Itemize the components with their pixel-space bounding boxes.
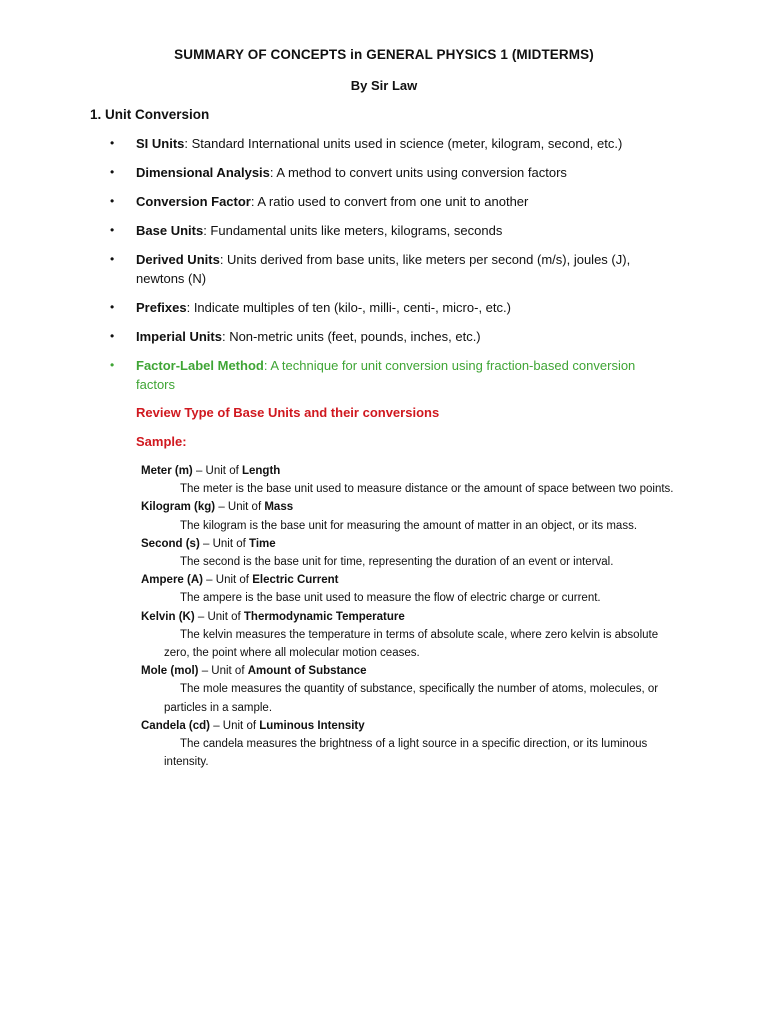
bullet-marker: •: [110, 194, 115, 208]
section-heading-unit-conversion: 1. Unit Conversion: [90, 107, 210, 122]
bullet-definition: : A technique for unit conversion using fraction-based conversion factors: [136, 358, 636, 392]
document-title: SUMMARY OF CONCEPTS in GENERAL PHYSICS 1 (MIDTERMS): [174, 47, 594, 62]
unit-name: Candela (cd): [141, 719, 211, 732]
bullet-derived-units: [0, 250, 768, 288]
unit-item-kilogram: [0, 498, 768, 534]
unit-item-kelvin: [0, 608, 768, 663]
unit-description: The mole measures the quantity of substance, specifically the number of atoms, molecules, or particles in a sample.: [164, 683, 659, 714]
bullet-dimensional-analysis: [0, 163, 768, 182]
bullet-conversion-factor: [0, 192, 768, 211]
bullet-definition: : A method to convert units using conversion factors: [269, 165, 567, 180]
unit-name: Kelvin (K): [141, 610, 195, 623]
review-heading: Review Type of Base Units and their conversions: [136, 405, 440, 420]
bullet-definition: : Non-metric units (feet, pounds, inches, etc.): [221, 329, 481, 344]
unit-name: Meter (m): [141, 465, 193, 477]
unit-name: Mole (mol): [141, 665, 199, 678]
unit-quantity: Amount of Substance: [247, 665, 367, 678]
unit-quantity: Length: [241, 465, 281, 477]
unit-of-label: – Unit of: [215, 501, 265, 514]
bullet-term: Dimensional Analysis: [136, 165, 270, 180]
bullet-si-units: [0, 134, 768, 153]
unit-item-candela: [0, 717, 768, 772]
bullet-definition: : A ratio used to convert from one unit to another: [250, 194, 529, 209]
unit-item-ampere: [0, 571, 768, 607]
unit-description: The candela measures the brightness of a light source in a specific direction, or its luminous intensity.: [164, 738, 648, 769]
unit-name: Ampere (A): [141, 574, 203, 587]
sample-heading: Sample:: [136, 434, 187, 449]
unit-item-mole: [0, 662, 768, 717]
bullet-marker: •: [110, 223, 115, 237]
bullet-definition: : Units derived from base units, like meters per second (m/s), joules (J), newtons (N): [136, 252, 631, 286]
document-author: By Sir Law: [350, 78, 418, 93]
unit-quantity: Mass: [264, 501, 294, 514]
bullet-factor-label-method: [0, 356, 768, 394]
bullet-term: Imperial Units: [136, 329, 222, 344]
bullet-term: Conversion Factor: [136, 194, 251, 209]
bullet-term: Derived Units: [136, 252, 220, 267]
unit-header: [0, 608, 768, 626]
bullet-prefixes: [0, 298, 768, 317]
unit-of-label: – Unit of: [194, 610, 244, 623]
bullet-marker: •: [110, 358, 115, 372]
bullet-definition: : Standard International units used in science (meter, kilogram, second, etc.): [184, 136, 623, 151]
bullet-definition: : Fundamental units like meters, kilograms, seconds: [203, 223, 503, 238]
unit-description: The kelvin measures the temperature in terms of absolute scale, where zero kelvin is absolute zero, the point where all molecular motion ceases.: [164, 628, 659, 660]
bullet-imperial-units: [0, 327, 768, 346]
bullet-marker: •: [110, 136, 115, 150]
base-units-list: [0, 462, 768, 771]
unit-of-label: – Unit of: [210, 719, 260, 732]
unit-description: The kilogram is the base unit for measuring the amount of matter in an object, or its mass.: [180, 519, 638, 532]
unit-of-label: – Unit of: [198, 665, 248, 678]
unit-header: [0, 498, 768, 516]
bullet-marker: •: [110, 300, 115, 314]
unit-quantity: Thermodynamic Temperature: [243, 610, 405, 623]
unit-quantity: Time: [249, 537, 276, 550]
unit-of-label: – Unit of: [202, 574, 253, 587]
unit-name: Kilogram (kg): [141, 501, 216, 514]
unit-item-second: [0, 535, 768, 571]
unit-description: The meter is the base unit used to measure distance or the amount of space between two points.: [180, 483, 674, 496]
bullet-term: Base Units: [136, 223, 204, 238]
bullet-term: SI Units: [136, 136, 185, 151]
bullet-marker: •: [110, 252, 115, 266]
unit-quantity: Luminous Intensity: [259, 719, 365, 732]
unit-quantity: Electric Current: [252, 574, 339, 587]
unit-header: [0, 717, 768, 735]
bullet-term: Prefixes: [136, 300, 187, 315]
unit-header: [0, 462, 768, 480]
bullet-base-units: [0, 221, 768, 240]
unit-header: [0, 571, 768, 589]
unit-header: [0, 535, 768, 553]
unit-of-label: – Unit of: [192, 465, 242, 477]
bullet-term: Factor-Label Method: [136, 358, 264, 373]
unit-of-label: – Unit of: [199, 537, 250, 550]
bullet-marker: •: [110, 165, 115, 179]
unit-name: Second (s): [141, 537, 200, 550]
unit-item-meter: [0, 462, 768, 498]
unit-description: The second is the base unit for time, representing the duration of an event or interval.: [180, 556, 614, 569]
bullet-marker: •: [110, 329, 115, 343]
unit-description: The ampere is the base unit used to measure the flow of electric charge or current.: [180, 592, 601, 605]
bullet-definition: : Indicate multiples of ten (kilo-, milli-, centi-, micro-, etc.): [186, 300, 511, 315]
concept-bullet-list: [0, 134, 768, 404]
unit-header: [0, 662, 768, 680]
